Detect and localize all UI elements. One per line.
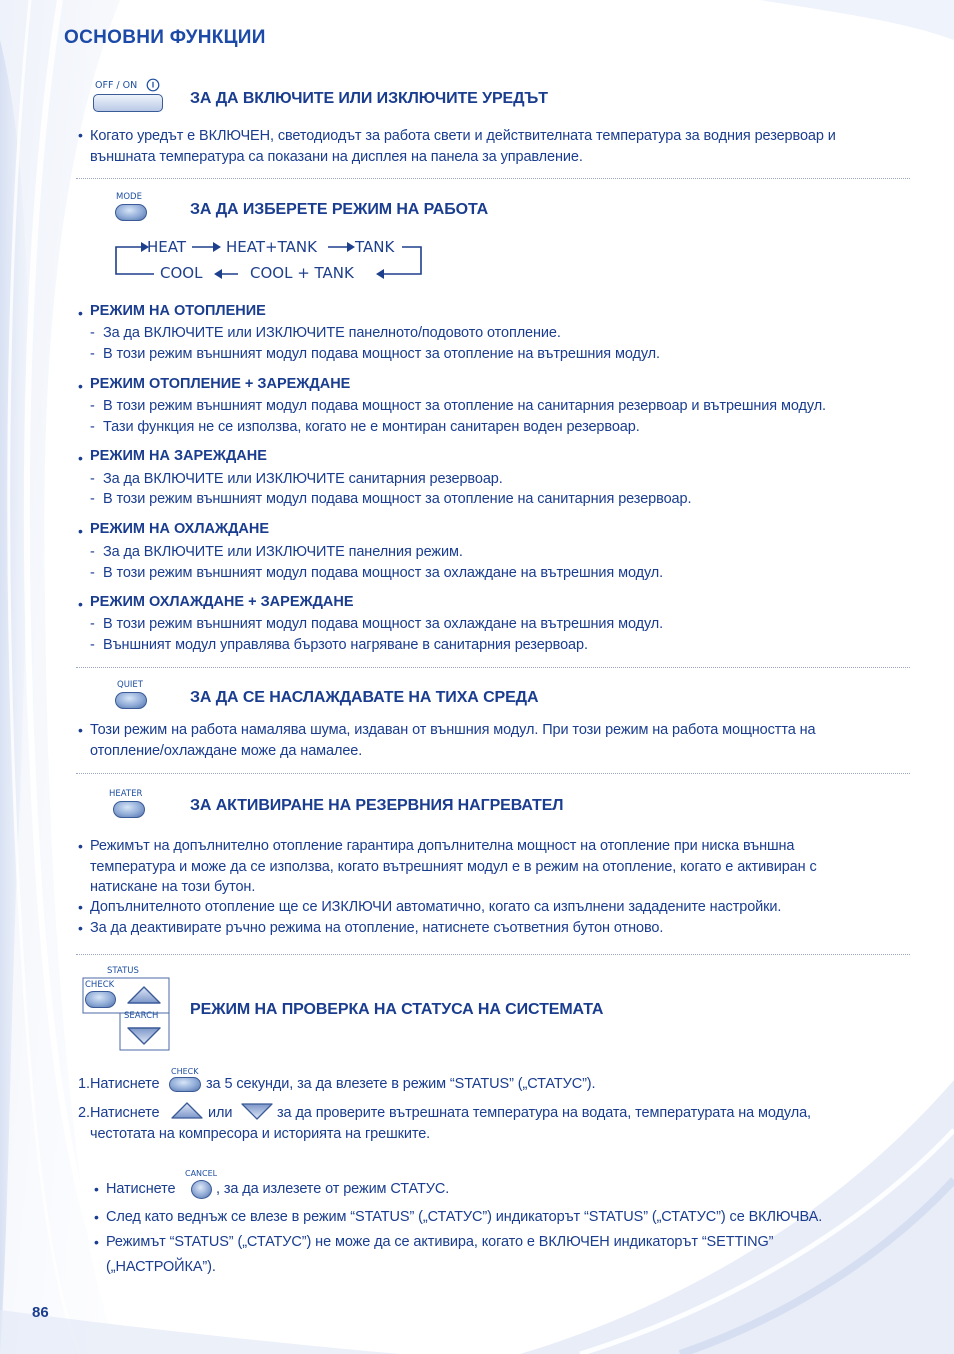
power-text-line2: външната температура са показани на дисплея на панела за управление. (90, 149, 583, 165)
mode-item-dash: - (90, 637, 95, 653)
mode-item-title: РЕЖИМ НА ОХЛАЖДАНЕ (90, 521, 270, 537)
bullet: • (78, 305, 83, 321)
mode-item-dash: - (90, 419, 95, 435)
step-number: 1. (78, 1076, 90, 1092)
mode-item-dash: - (90, 471, 95, 487)
status-label: STATUS (107, 966, 139, 976)
heater-button[interactable] (113, 801, 145, 818)
cancel-button-icon (191, 1180, 212, 1199)
bullet: • (78, 450, 83, 466)
mode-item-line: Външният модул управлява бързото нагряване в санитарния резервоар. (103, 637, 588, 653)
power-text-line1: Когато уредът е ВКЛЮЧЕН, светодиодът за работа свети и действителната температура за водния резервоар и (90, 128, 836, 144)
bullet: • (78, 127, 83, 143)
mode-item-dash: - (90, 398, 95, 414)
check-label: CHECK (85, 980, 115, 990)
heater-text-line: температура и може да се използва, когато вътрешният модул е в режим на отопление, когато е активиран с (90, 859, 817, 875)
heater-button-label: HEATER (109, 789, 143, 799)
step1-pre: Натиснете (90, 1076, 160, 1092)
mode-item-title: РЕЖИМ НА ЗАРЕЖДАНЕ (90, 448, 267, 464)
cancel-label: CANCEL (185, 1169, 218, 1178)
divider (76, 954, 910, 955)
quiet-text-line1: Този режим на работа намалява шума, издаван от външния модул. При този режим на работа мощността на (90, 722, 816, 738)
check-inline-label: CHECK (171, 1067, 199, 1076)
divider (76, 178, 910, 179)
mode-item-dash: - (90, 325, 95, 341)
mode-item-dash: - (90, 544, 95, 560)
quiet-heading: ЗА ДА СЕ НАСЛАЖДАВАТЕ НА ТИХА СРЕДА (190, 689, 539, 706)
heater-text-line: Режимът на допълнително отопление гарантира допълнителна мощност на отопление при ниска външна (90, 838, 795, 854)
flow-heat: HEAT (147, 238, 187, 256)
flow-cool-tank: COOL + TANK (250, 264, 354, 282)
mode-item-dash: - (90, 565, 95, 581)
bullet: • (94, 1209, 99, 1225)
step2-pre: Натиснете (90, 1105, 160, 1121)
divider (76, 773, 910, 774)
down-arrow-inline-icon (240, 1102, 274, 1122)
divider (76, 667, 910, 668)
mode-heading: ЗА ДА ИЗБЕРЕТЕ РЕЖИМ НА РАБОТА (190, 201, 489, 218)
mode-item-line: В този режим външният модул подава мощност за охлаждане на вътрешния модул. (103, 565, 664, 581)
quiet-button-label: QUIET (117, 680, 143, 690)
step1-post: за 5 секунди, за да влезете в режим “STATUS” („СТАТУС”). (206, 1076, 596, 1092)
bullet: • (78, 920, 83, 936)
mode-item-dash: - (90, 346, 95, 362)
down-arrow-button-icon[interactable] (126, 1025, 162, 1047)
bullet: • (78, 722, 83, 738)
mode-item-line: За да ВКЛЮЧИТЕ или ИЗКЛЮЧИТЕ панелното/подовото отопление. (103, 325, 561, 341)
mode-item-title: РЕЖИМ ОХЛАЖДАНЕ + ЗАРЕЖДАНЕ (90, 594, 354, 610)
flow-tank: TANK (355, 238, 395, 256)
power-icon (146, 78, 160, 92)
step2-line2: честотата на компресора и историята на грешките. (90, 1126, 431, 1142)
page-title: ОСНОВНИ ФУНКЦИИ (64, 27, 266, 48)
note1-post: , за да излезете от режим СТАТУС. (216, 1181, 450, 1197)
note2: След като веднъж се влезе в режим “STATUS” („СТАТУС”) индикаторът “STATUS” („СТАТУС”) се ВКЛЮЧВА. (106, 1209, 823, 1225)
bullet: • (94, 1181, 99, 1197)
heater-text-line: натискане на този бутон. (90, 879, 256, 895)
off-on-button[interactable] (93, 94, 163, 112)
mode-item-line: В този режим външният модул подава мощност за охлаждане на вътрешния модул. (103, 616, 664, 632)
off-on-button-label: OFF / ON (95, 80, 138, 91)
mode-item-line: За да ВКЛЮЧИТЕ или ИЗКЛЮЧИТЕ санитарния резервоар. (103, 471, 503, 487)
bullet: • (78, 378, 83, 394)
mode-button[interactable] (115, 204, 147, 221)
mode-item-line: Тази функция не се използва, когато не е монтиран санитарен воден резервоар. (103, 419, 640, 435)
bullet: • (78, 523, 83, 539)
mode-item-line: В този режим външният модул подава мощност за отопление на санитарния резервоар и вътрешния модул. (103, 398, 826, 414)
check-inline-icon (169, 1077, 201, 1092)
mode-item-line: За да ВКЛЮЧИТЕ или ИЗКЛЮЧИТЕ панелния режим. (103, 544, 463, 560)
heater-heading: ЗА АКТИВИРАНЕ НА РЕЗЕРВНИЯ НАГРЕВАТЕЛ (190, 797, 564, 814)
heater-text-line: Допълнителното отопление ще се ИЗКЛЮЧИ автоматично, когато са изпълнени зададените настройки. (90, 899, 782, 915)
mode-item-dash: - (90, 616, 95, 632)
search-label: SEARCH (124, 1011, 159, 1021)
page-number: 86 (32, 1304, 49, 1321)
flow-cool: COOL (160, 264, 203, 282)
mode-item-line: В този режим външният модул подава мощност за отопление на вътрешния модул. (103, 346, 660, 362)
heater-text-line: За да деактивирате ръчно режима на отопление, натиснете съответния бутон отново. (90, 920, 664, 936)
mode-item-line: В този режим външният модул подава мощност за отопление на санитарния резервоар. (103, 491, 692, 507)
bullet: • (94, 1234, 99, 1250)
mode-item-dash: - (90, 491, 95, 507)
step2-post: за да проверите вътрешната температура на водата, температурата на модула, (277, 1105, 811, 1121)
bullet: • (78, 596, 83, 612)
up-arrow-inline-icon (170, 1101, 204, 1121)
note3-line1: Режимът “STATUS” („СТАТУС”) не може да се активира, когато е ВКЛЮЧЕН индикаторът “SETTING” (106, 1234, 774, 1250)
check-button[interactable] (85, 991, 116, 1008)
bullet: • (78, 899, 83, 915)
quiet-button[interactable] (115, 692, 147, 709)
note3-line2: („НАСТРОЙКА”). (106, 1259, 216, 1275)
up-arrow-button-icon[interactable] (126, 985, 162, 1005)
mode-item-title: РЕЖИМ НА ОТОПЛЕНИЕ (90, 303, 266, 319)
quiet-text-line2: отопление/охлаждане може да намалее. (90, 743, 363, 759)
mode-button-label: MODE (116, 192, 142, 202)
mode-item-title: РЕЖИМ ОТОПЛЕНИЕ + ЗАРЕЖДАНЕ (90, 376, 351, 392)
note1-pre: Натиснете (106, 1181, 176, 1197)
step2-mid: или (208, 1105, 233, 1121)
flow-heat-tank: HEAT+TANK (226, 238, 317, 256)
power-heading: ЗА ДА ВКЛЮЧИТЕ ИЛИ ИЗКЛЮЧИТЕ УРЕДЪТ (190, 90, 548, 107)
step-number: 2. (78, 1105, 90, 1121)
bullet: • (78, 838, 83, 854)
status-heading: РЕЖИМ НА ПРОВЕРКА НА СТАТУСА НА СИСТЕМАТА (190, 1001, 604, 1018)
